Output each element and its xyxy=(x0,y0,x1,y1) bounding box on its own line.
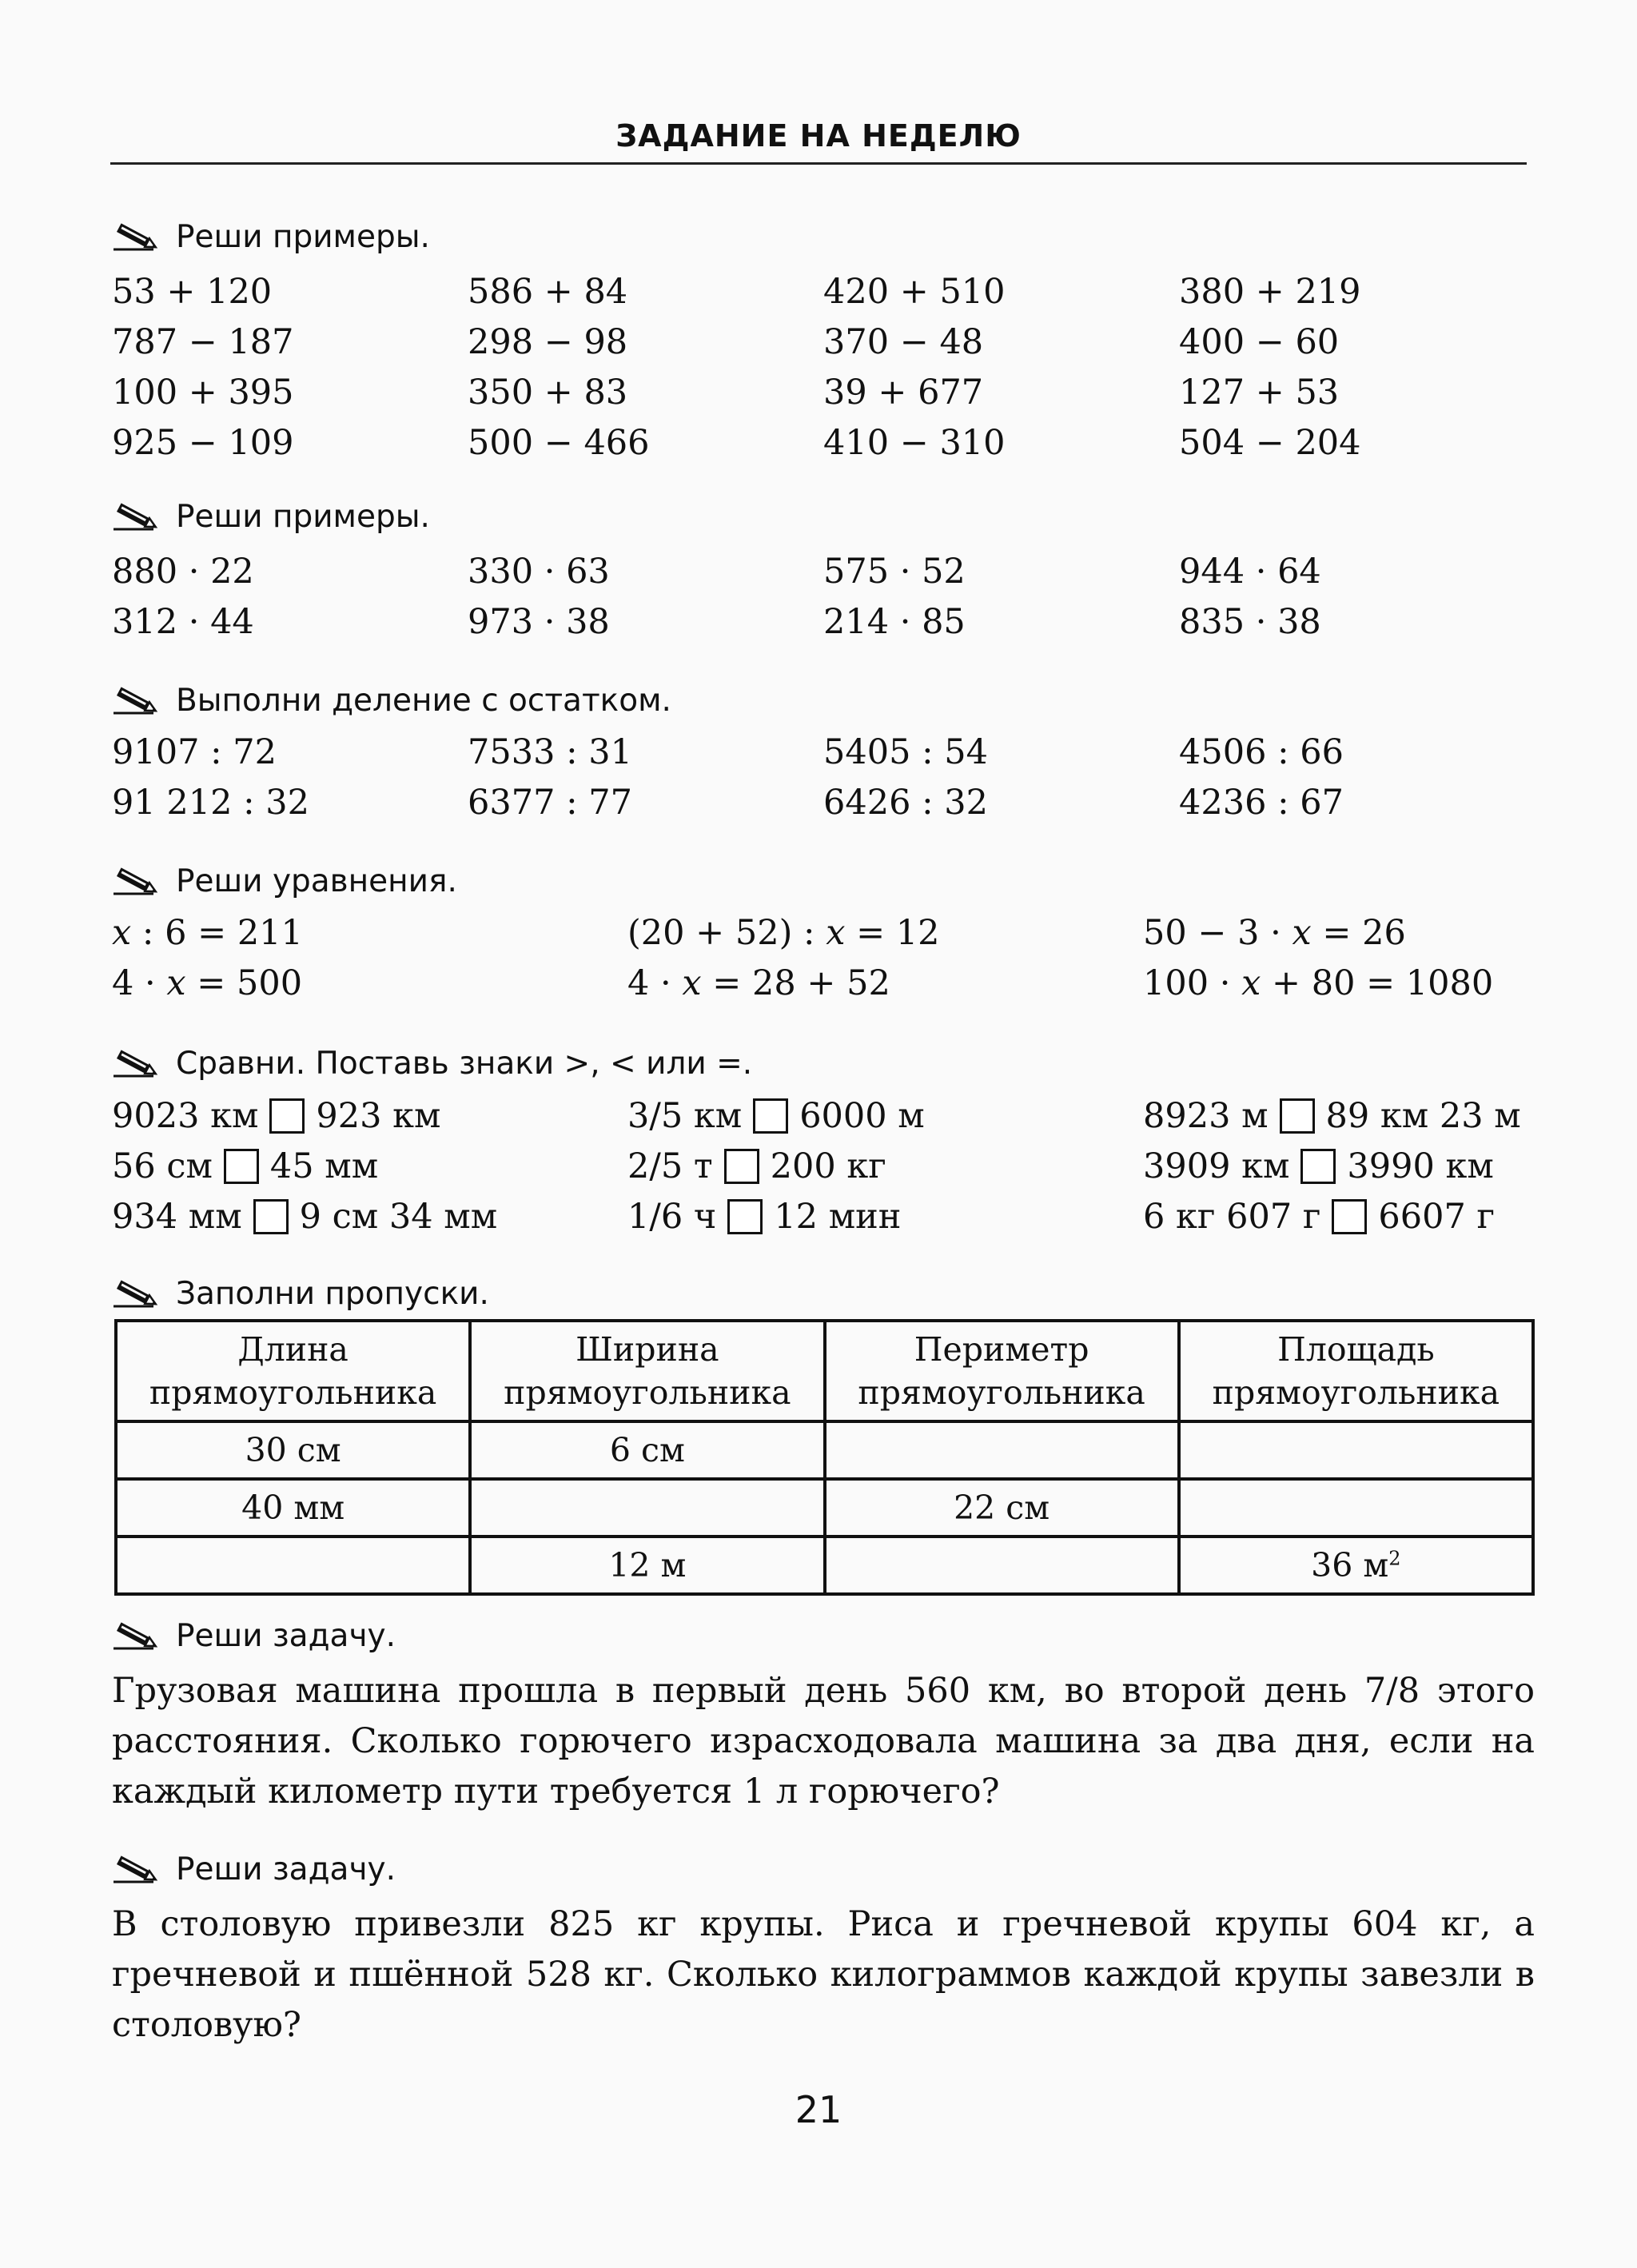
pencil-icon xyxy=(112,1620,160,1652)
example-item: 100 + 395 xyxy=(112,373,294,413)
pencil-icon xyxy=(112,1277,160,1309)
answer-box[interactable] xyxy=(269,1098,305,1134)
pencil-icon xyxy=(112,1047,160,1079)
example-item: 312 · 44 xyxy=(112,602,254,642)
example-item: 380 + 219 xyxy=(1179,272,1361,312)
answer-box[interactable] xyxy=(727,1199,763,1234)
example-item: 9107 : 72 xyxy=(112,732,277,772)
compare-item xyxy=(627,1191,1143,1242)
answer-box[interactable] xyxy=(224,1149,259,1184)
table-cell[interactable] xyxy=(1179,1421,1533,1479)
example-item: 575 · 52 xyxy=(823,552,966,592)
compare-right: 6607 г xyxy=(1378,1196,1496,1237)
example-item: 504 − 204 xyxy=(1179,423,1361,463)
pencil-icon xyxy=(112,684,160,716)
example-item: 4506 : 66 xyxy=(1179,732,1344,772)
table-cell[interactable]: 6 см xyxy=(470,1421,824,1479)
header-area: Площадь прямоугольника xyxy=(1179,1321,1533,1421)
task-title-task1: Реши задачу. xyxy=(112,1613,396,1658)
compare-right: 3990 км xyxy=(1347,1146,1494,1186)
equation-item: 4 · x = 28 + 52 xyxy=(627,963,890,1003)
table-row xyxy=(116,1421,1533,1479)
table-cell-area[interactable]: 36 $м^2$ xyxy=(1179,1537,1533,1594)
example-item: 53 + 120 xyxy=(112,272,273,312)
example-item: 880 · 22 xyxy=(112,552,254,592)
compare-right: 89 км 23 м xyxy=(1325,1095,1521,1136)
pencil-icon xyxy=(112,221,160,253)
answer-box[interactable] xyxy=(1300,1149,1336,1184)
example-item: 5405 : 54 xyxy=(823,732,988,772)
example-item: 4236 : 67 xyxy=(1179,783,1344,823)
compare-right: 12 мин xyxy=(774,1196,902,1237)
addsub-examples xyxy=(112,267,1543,468)
answer-box[interactable] xyxy=(724,1149,759,1184)
equation-item: 100 · x + 80 = 1080 xyxy=(1143,963,1494,1003)
example-item: 39 + 677 xyxy=(823,373,984,413)
example-item: 420 + 510 xyxy=(823,272,1006,312)
pencil-icon xyxy=(112,865,160,897)
answer-box[interactable] xyxy=(1280,1098,1315,1134)
mult-examples xyxy=(112,547,1543,648)
compare-left: 934 мм xyxy=(112,1196,242,1237)
rectangle-table xyxy=(114,1319,1535,1596)
compare-item xyxy=(1143,1191,1543,1242)
example-item: 330 · 63 xyxy=(468,552,610,592)
table-cell[interactable]: 40 мм xyxy=(116,1479,470,1537)
example-item: 298 − 98 xyxy=(468,322,628,362)
table-cell[interactable]: 22 см xyxy=(825,1479,1179,1537)
task-title-table: Заполни пропуски. xyxy=(112,1271,489,1316)
example-item: 6426 : 32 xyxy=(823,783,988,823)
compare-left: 3909 км xyxy=(1143,1146,1290,1186)
example-item: 7533 : 31 xyxy=(468,732,632,772)
compare-left: 3/5 км xyxy=(627,1095,743,1136)
equation-item: 4 · x = 500 xyxy=(112,963,303,1003)
answer-box[interactable] xyxy=(753,1098,788,1134)
pencil-icon xyxy=(112,500,160,532)
task2-text: В столовую привезли 825 кг крупы. Риса и гречневой крупы 604 кг, а гречневой и пшённой 528 кг. Сколько килограммов каждой крупы завезли в столовую? xyxy=(112,1904,1535,2045)
task1-text: Грузовая машина прошла в первый день 560 км, во второй день 7/8 этого расстояния. Сколько горючего израсходовала машина за два дня, если на каждый километр пути требуется 1 л горючего? xyxy=(112,1671,1535,1812)
answer-box[interactable] xyxy=(1332,1199,1367,1234)
table-row xyxy=(116,1479,1533,1537)
compare-left: 8923 м xyxy=(1143,1095,1269,1136)
task-title-division: Выполни деление с остатком. xyxy=(112,678,671,723)
table-row xyxy=(116,1537,1533,1594)
example-item: 400 − 60 xyxy=(1179,322,1340,362)
compare-item xyxy=(627,1141,1143,1191)
example-item: 973 · 38 xyxy=(468,602,610,642)
example-item: 6377 : 77 xyxy=(468,783,632,823)
compare-left: 56 см xyxy=(112,1146,213,1186)
compare-left: 2/5 т xyxy=(627,1146,713,1186)
header-perimeter: Периметр прямоугольника xyxy=(825,1321,1179,1421)
example-item: 410 − 310 xyxy=(823,423,1006,463)
compare-list xyxy=(112,1090,1543,1242)
task-title-addsub: Реши примеры. xyxy=(112,214,430,259)
pencil-icon xyxy=(112,1853,160,1885)
example-item: 127 + 53 xyxy=(1179,373,1340,413)
task-title-mult: Реши примеры. xyxy=(112,494,430,539)
header-width: Ширина прямоугольника xyxy=(470,1321,824,1421)
equation-item: (20 + 52) : x = 12 xyxy=(627,913,940,953)
table-cell[interactable] xyxy=(825,1537,1179,1594)
compare-item xyxy=(112,1191,627,1242)
table-cell[interactable] xyxy=(116,1537,470,1594)
example-item: 787 − 187 xyxy=(112,322,294,362)
compare-right: 200 кг xyxy=(770,1146,886,1186)
example-item: 370 − 48 xyxy=(823,322,984,362)
table-cell[interactable]: 12 м xyxy=(470,1537,824,1594)
division-examples xyxy=(112,727,1543,828)
task-title-equations: Реши уравнения. xyxy=(112,859,457,903)
example-item: 91 212 : 32 xyxy=(112,783,309,823)
compare-left: 1/6 ч xyxy=(627,1196,717,1237)
example-item: 350 + 83 xyxy=(468,373,628,413)
compare-right: 6000 м xyxy=(799,1095,925,1136)
page-header-title: ЗАДАНИЕ НА НЕДЕЛЮ xyxy=(615,118,1022,153)
example-item: 586 + 84 xyxy=(468,272,628,312)
task-title-task2: Реши задачу. xyxy=(112,1847,396,1891)
compare-left: 9023 км xyxy=(112,1095,259,1136)
compare-item xyxy=(112,1090,627,1141)
compare-item xyxy=(112,1141,627,1191)
example-item: 925 − 109 xyxy=(112,423,294,463)
equation-item: 50 − 3 · x = 26 xyxy=(1143,913,1406,953)
compare-item xyxy=(1143,1090,1543,1141)
equations-list xyxy=(112,908,1543,1009)
compare-right: 9 см 34 мм xyxy=(299,1196,498,1237)
task-title-compare: Сравни. Поставь знаки >, < или =. xyxy=(112,1041,752,1086)
example-item: 944 · 64 xyxy=(1179,552,1321,592)
compare-item xyxy=(627,1090,1143,1141)
table-header-row xyxy=(116,1321,1533,1421)
header-length: Длина прямоугольника xyxy=(116,1321,470,1421)
compare-left: 6 кг 607 г xyxy=(1143,1196,1321,1237)
example-item: 214 · 85 xyxy=(823,602,966,642)
header-rule xyxy=(110,162,1527,165)
equation-item: x : 6 = 211 xyxy=(112,913,303,953)
example-item: 500 − 466 xyxy=(468,423,650,463)
table-cell[interactable] xyxy=(825,1421,1179,1479)
table-cell[interactable]: 30 см xyxy=(116,1421,470,1479)
compare-right: 45 мм xyxy=(269,1146,379,1186)
answer-box[interactable] xyxy=(253,1199,289,1234)
table-cell[interactable] xyxy=(1179,1479,1533,1537)
compare-right: 923 км xyxy=(316,1095,441,1136)
compare-item xyxy=(1143,1141,1543,1191)
example-item: 835 · 38 xyxy=(1179,602,1321,642)
page-number: 21 xyxy=(795,2088,842,2131)
table-cell[interactable] xyxy=(470,1479,824,1537)
